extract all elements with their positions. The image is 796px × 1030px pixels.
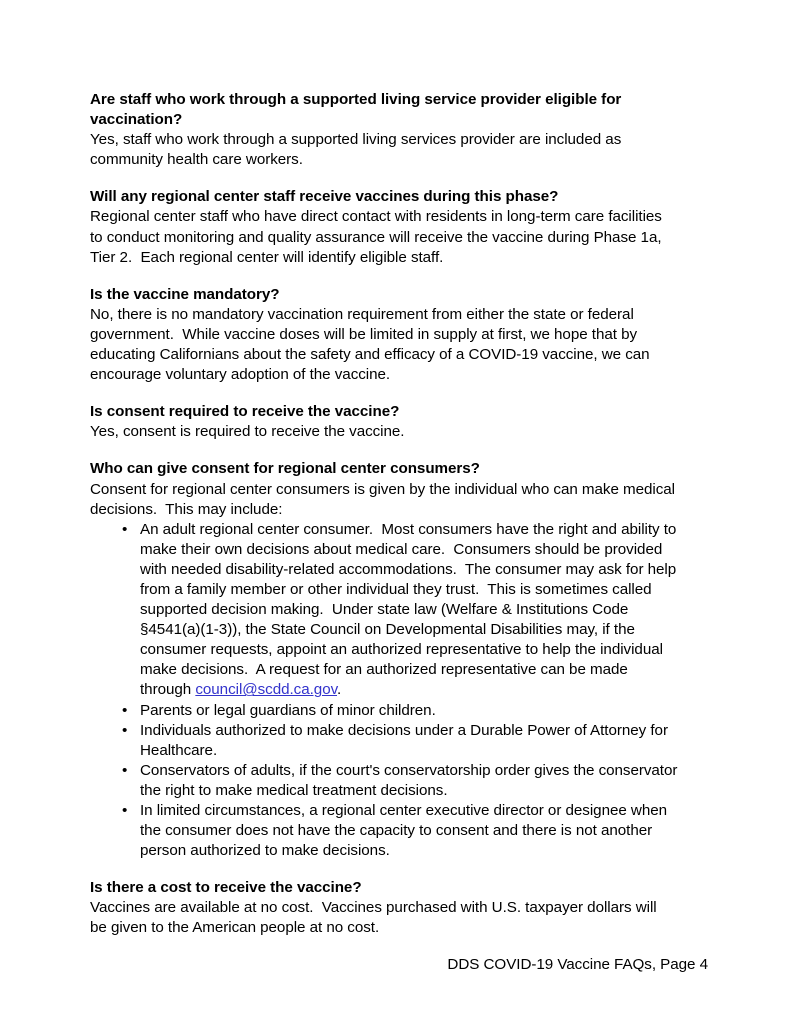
faq-answer: [90, 480, 708, 520]
question-line: Is there a cost to receive the vaccine?: [90, 879, 362, 897]
faq-section-who-can-give-consent: [90, 459, 708, 861]
faq-question: [90, 90, 708, 130]
list-item-line: An adult regional center consumer. Most consumers have the right and ability to: [140, 520, 677, 538]
answer-line: be given to the American people at no cost.: [90, 919, 380, 937]
answer-line: to conduct monitoring and quality assurance will receive the vaccine during Phase 1a,: [90, 228, 662, 246]
faq-answer: [90, 207, 708, 267]
list-item-line: the right to make medical treatment decisions.: [140, 781, 448, 799]
faq-answer: [90, 898, 708, 938]
list-item-line: with needed disability-related accommodations. The consumer may ask for help: [140, 560, 677, 578]
footer-text: DDS COVID-19 Vaccine FAQs, Page 4: [447, 956, 708, 973]
faq-answer: [90, 305, 708, 385]
answer-line: encourage voluntary adoption of the vaccine.: [90, 366, 391, 384]
answer-line: No, there is no mandatory vaccination requirement from either the state or federal: [90, 305, 634, 323]
list-item-line: supported decision making. Under state law (Welfare & Institutions Code: [140, 601, 629, 619]
list-item: [90, 801, 708, 861]
list-item-line: Healthcare.: [140, 741, 218, 759]
faq-question: [90, 459, 708, 479]
list-item-line: Individuals authorized to make decisions under a Durable Power of Attorney for: [140, 721, 668, 739]
list-item-line-with-link: [140, 680, 708, 700]
list-item-line: make their own decisions about medical care. Consumers should be provided: [140, 540, 663, 558]
faq-section-cost-to-receive-vaccine: [90, 878, 708, 938]
answer-line: Tier 2. Each regional center will identify eligible staff.: [90, 248, 444, 266]
question-line: Are staff who work through a supported living service provider eligible for: [90, 91, 622, 108]
question-line: vaccination?: [90, 111, 183, 129]
faq-section-consent-required: [90, 402, 708, 442]
answer-line: Yes, staff who work through a supported living services provider are included as: [90, 131, 622, 149]
faq-question: [90, 402, 708, 422]
list-item-line: Parents or legal guardians of minor children.: [140, 701, 436, 719]
faq-question: [90, 187, 708, 207]
list-item-line: consumer requests, appoint an authorized representative to help the individual: [140, 641, 663, 659]
list-item-line: the consumer does not have the capacity to consent and there is not another: [140, 822, 653, 840]
faq-section-regional-center-staff-vaccines: [90, 187, 708, 267]
question-line: Who can give consent for regional center consumers?: [90, 460, 480, 478]
faq-section-vaccine-mandatory: [90, 285, 708, 385]
list-item-line: Conservators of adults, if the court's conservatorship order gives the conservator: [140, 761, 678, 779]
list-item: [90, 761, 708, 801]
answer-line: decisions. This may include:: [90, 500, 283, 518]
list-item-line: make decisions. A request for an authorized representative can be made: [140, 661, 628, 679]
faq-question: [90, 878, 708, 898]
faq-question: [90, 285, 708, 305]
answer-line: government. While vaccine doses will be limited in supply at first, we hope that by: [90, 325, 638, 343]
line-prefix-text: through: [140, 681, 196, 699]
list-item-line: from a family member or other individual they trust. This is sometimes called: [140, 580, 652, 598]
bullet-icon: •: [122, 802, 128, 819]
question-line: Is the vaccine mandatory?: [90, 285, 280, 303]
answer-line: Vaccines are available at no cost. Vaccines purchased with U.S. taxpayer dollars will: [90, 899, 657, 917]
list-item-line: person authorized to make decisions.: [140, 842, 390, 860]
list-item-line: §4541(a)(1-3)), the State Council on Developmental Disabilities may, if the: [140, 621, 635, 639]
list-item: [90, 520, 708, 701]
faq-section-supported-living-provider: [90, 90, 708, 170]
answer-line: Regional center staff who have direct contact with residents in long-term care facilities: [90, 208, 662, 226]
answer-line: community health care workers.: [90, 151, 303, 169]
faq-answer: [90, 422, 708, 442]
line-suffix-text: .: [337, 681, 342, 699]
answer-line: educating Californians about the safety and efficacy of a COVID-19 vaccine, we can: [90, 346, 650, 364]
bullet-icon: •: [122, 701, 128, 719]
answer-line: Consent for regional center consumers is given by the individual who can make medical: [90, 480, 675, 498]
question-line: Is consent required to receive the vaccine?: [90, 403, 400, 421]
document-body: [90, 90, 708, 939]
email-link-council-scdd[interactable]: council@scdd.ca.gov: [195, 681, 338, 699]
faq-answer: [90, 130, 708, 170]
list-item: [90, 701, 708, 721]
question-line: Will any regional center staff receive vaccines during this phase?: [90, 188, 559, 206]
consent-giver-list: [90, 520, 708, 862]
list-item-line: In limited circumstances, a regional center executive director or designee when: [140, 802, 668, 819]
answer-line: Yes, consent is required to receive the vaccine.: [90, 423, 405, 441]
bullet-icon: •: [122, 761, 128, 779]
list-item: [90, 721, 708, 761]
bullet-icon: •: [122, 721, 128, 739]
bullet-icon: •: [122, 520, 128, 538]
page-footer: [90, 955, 708, 975]
